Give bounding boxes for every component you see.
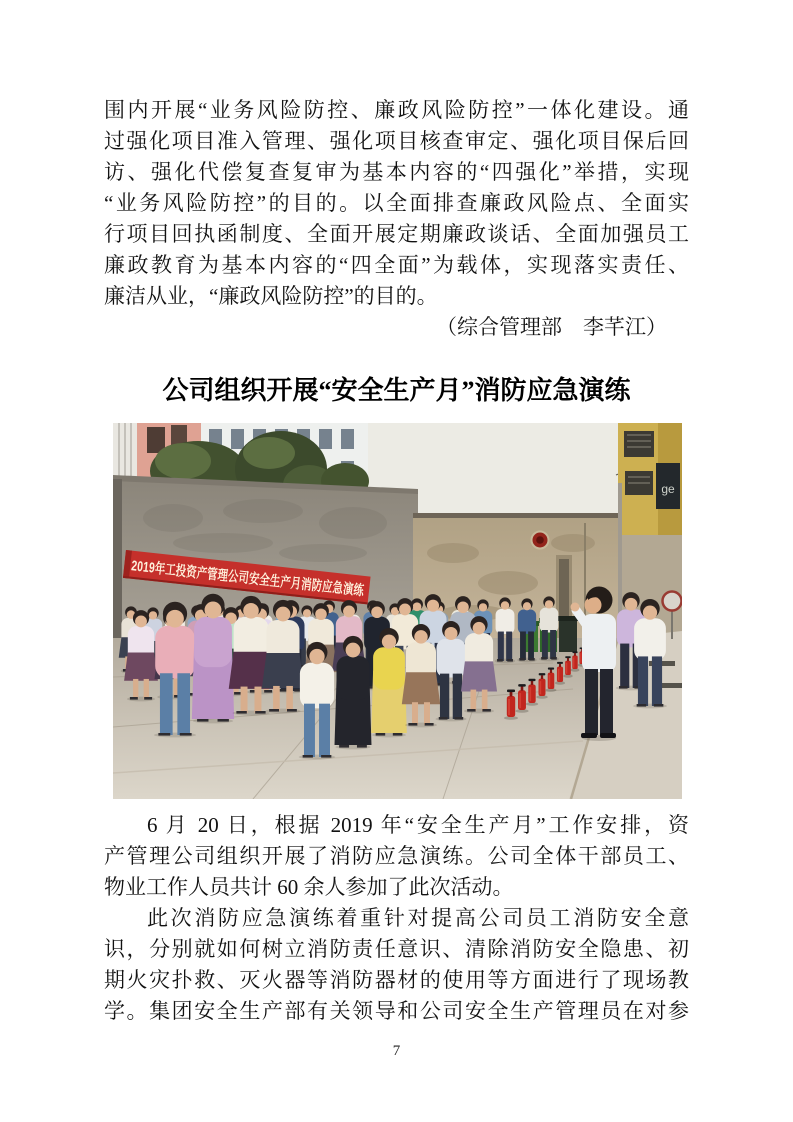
body-line: 产管理公司组织开展了消防应急演练。公司全体干部员工、 [104, 844, 689, 868]
body-line: 访、强化代偿复查复审为基本内容的“四强化”举措，实现 [104, 160, 689, 184]
article-byline: （综合管理部 李芊江） [436, 315, 667, 339]
body-line: 行项目回执函制度、全面开展定期廉政谈话、全面加强员工 [104, 222, 689, 246]
building-sign-text: ge [661, 482, 675, 496]
article-body [104, 810, 689, 1027]
body-line: 过强化项目准入管理、强化项目核查审定、强化项目保后回 [104, 129, 689, 153]
body-line: 围内开展“业务风险防控、廉政风险防控”一体化建设。通 [104, 98, 689, 122]
banner-text: 2019年工投资产管理公司安全生产月消防应急演练 [130, 558, 451, 609]
body-line: 学。集团安全生产部有关领导和公司安全生产管理员在对参 [104, 999, 689, 1023]
drill-photo [113, 423, 682, 799]
body-line: 识，分别就如何树立消防责任意识、清除消防安全隐患、初 [104, 937, 689, 961]
body-line: 期火灾扑救、灭火器等消防器材的使用等方面进行了现场教 [104, 968, 689, 992]
body-line: 廉政教育为基本内容的“四全面”为载体，实现落实责任、 [104, 253, 689, 277]
body-line: 此次消防应急演练着重针对提高公司员工消防安全意 [147, 906, 689, 930]
article-title: 公司组织开展“安全生产月”消防应急演练 [162, 376, 631, 405]
previous-article-body [104, 95, 689, 343]
drill-photo-scene [113, 423, 682, 799]
body-line: 廉洁从业，“廉政风险防控”的目的。 [104, 284, 438, 308]
body-line: 6 月 20 日，根据 2019 年“安全生产月”工作安排，资 [147, 813, 689, 837]
page-number: 7 [392, 1043, 401, 1059]
body-line: 物业工作人员共计 60 余人参加了此次活动。 [104, 875, 514, 899]
body-line: “业务风险防控”的目的。以全面排查廉政风险点、全面实 [104, 191, 689, 215]
